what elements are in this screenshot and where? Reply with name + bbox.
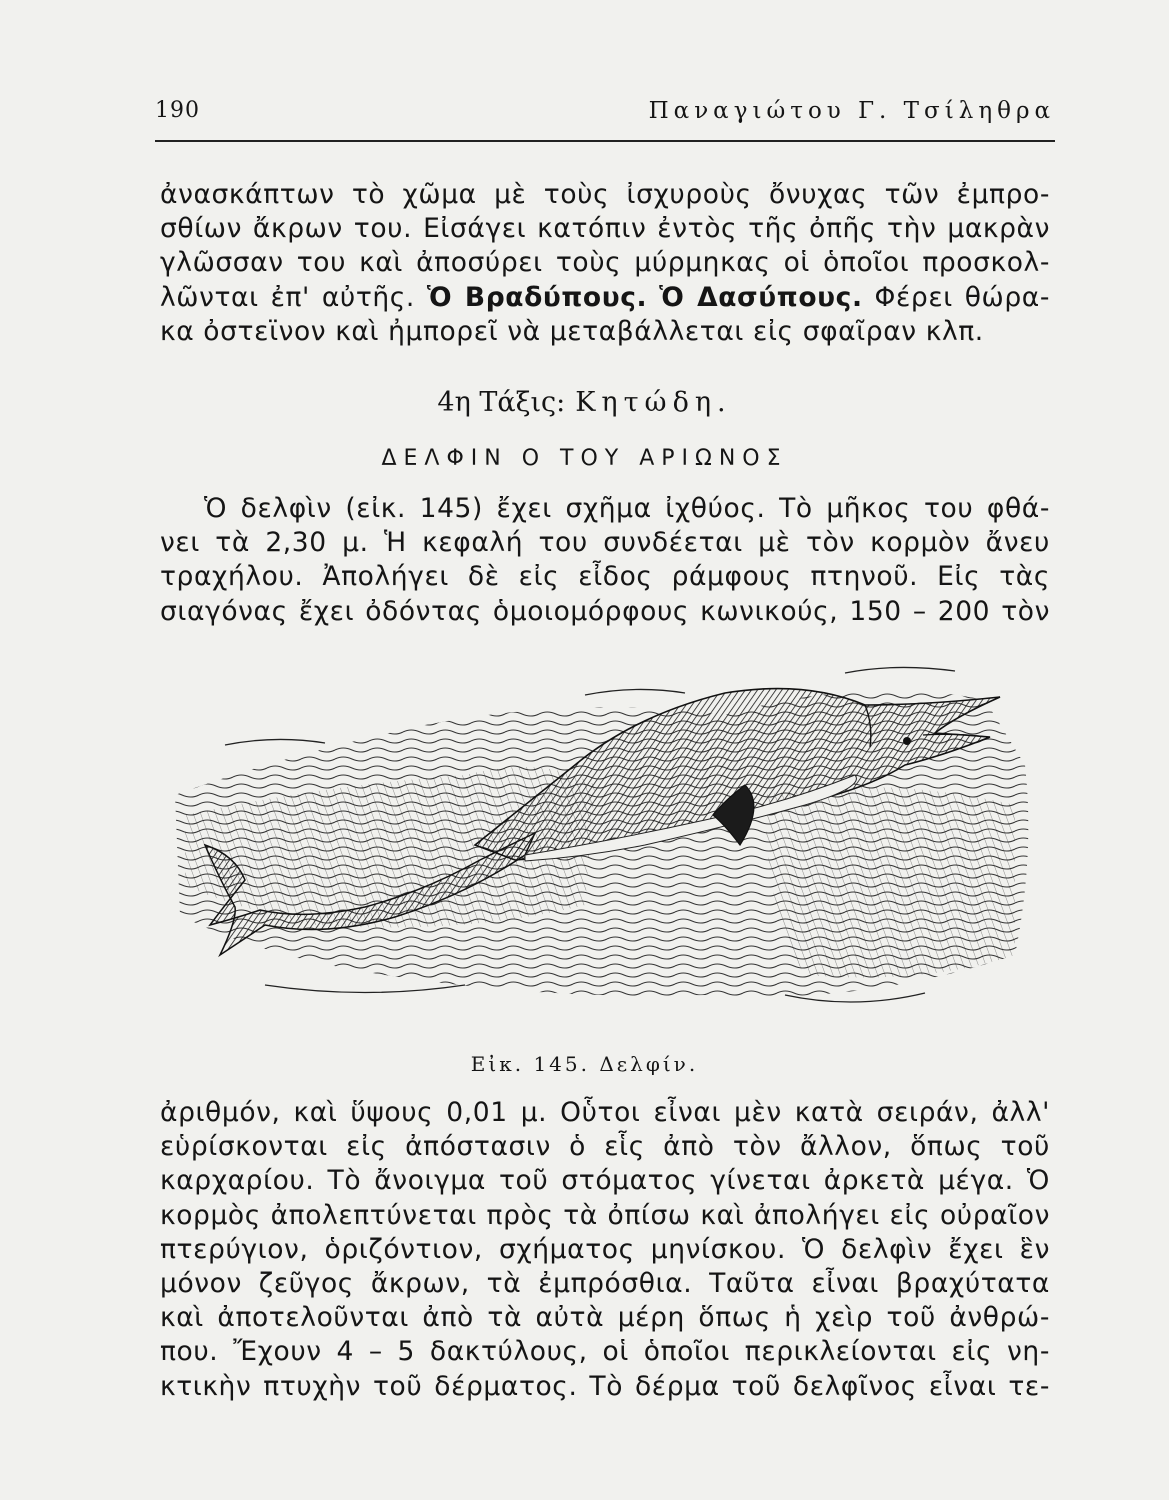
text-line: εὑρίσκονται εἰς ἀπόστασιν ὁ εἷς ἀπὸ τὸν ἄλλον, ὅπως τοῦ bbox=[160, 1131, 1050, 1163]
text-span: Φέρει θώρα- bbox=[862, 281, 1050, 313]
text-line: σθίων ἄκρων του. Εἰσάγει κατόπιν ἐντὸς τῆς ὀπῆς τὴν μακρὰν bbox=[160, 213, 1050, 245]
figure-caption: Εἰκ. 145. Δελφίν. bbox=[470, 1052, 699, 1076]
order-label: 4η Τάξις: bbox=[437, 387, 566, 418]
paragraph-anteaters bbox=[160, 178, 1050, 349]
genus-dasypus: Ὁ Δασύπους. bbox=[659, 281, 863, 313]
text-line: τραχήλου. Ἀπολήγει δὲ εἰς εἶδος ράμφους πτηνοῦ. Εἰς τὰς bbox=[160, 561, 1050, 593]
text-line: καρχαρίου. Τὸ ἄνοιγμα τοῦ στόματος γίνεται ἀρκετὰ μέγα. Ὁ bbox=[160, 1165, 1050, 1197]
order-name: Κητώδη. bbox=[575, 387, 732, 418]
paragraph-dolphin-anatomy bbox=[160, 1096, 1050, 1404]
text-line: πτερύγιον, ὁριζόντιον, σχήματος μηνίσκου. Ὁ δελφὶν ἔχει ἓν bbox=[160, 1233, 1050, 1265]
text-line: ἀνασκάπτων τὸ χῶμα μὲ τοὺς ἰσχυροὺς ὄνυχας τῶν ἐμπρο- bbox=[160, 179, 1050, 210]
text-line: καὶ ἀποτελοῦνται ἀπὸ τὰ αὐτὰ μέρη ὅπως ἡ χεὶρ τοῦ ἀνθρώ- bbox=[160, 1302, 1050, 1334]
header-rule bbox=[155, 140, 1055, 142]
text-line: γλῶσσαν του καὶ ἀποσύρει τοὺς μύρμηκας οἱ ὁποῖοι προσκολ- bbox=[160, 247, 1050, 279]
genus-bradypus: Ὁ Βραδύπους. bbox=[426, 281, 648, 313]
subheading: ΔΕΛΦΙΝ Ο ΤΟΥ ΑΡΙΩΝΟΣ bbox=[381, 446, 788, 471]
text-line: κα ὀστεϊνον καὶ ἠμπορεῖ νὰ μεταβάλλεται εἰς σφαῖραν κλπ. bbox=[160, 315, 984, 347]
dolphin-illustration bbox=[165, 655, 1045, 1040]
text-line: σιαγόνας ἔχει ὀδόντας ὁμοιομόρφους κωνικούς, 150 – 200 τὸν bbox=[160, 595, 1050, 627]
wave-stroke bbox=[845, 667, 955, 673]
paragraph-dolphin-intro bbox=[160, 492, 1050, 629]
text-line: μόνον ζεῦγος ἄκρων, τὰ ἐμπρόσθια. Ταῦτα εἶναι βραχύτατα bbox=[160, 1267, 1050, 1299]
section-heading bbox=[0, 387, 1169, 418]
text-line: που. Ἔχουν 4 – 5 δακτύλους, οἱ ὁποῖοι περικλείονται εἰς νη- bbox=[160, 1336, 1050, 1368]
dolphin-eye bbox=[903, 737, 911, 745]
page-number: 190 bbox=[155, 98, 200, 123]
text-line: κτικὴν πτυχὴν τοῦ δέρματος. Τὸ δέρμα τοῦ δελφῖνος εἶναι τε- bbox=[160, 1370, 1050, 1402]
text-line bbox=[160, 281, 1050, 315]
text-span bbox=[647, 282, 659, 313]
wave-stroke bbox=[265, 985, 465, 993]
wave-stroke bbox=[585, 689, 685, 695]
running-head bbox=[155, 98, 1055, 138]
text-line: κορμὸς ἀπολεπτύνεται πρὸς τὰ ὀπίσω καὶ ἀπολήγει εἰς οὐραῖον bbox=[160, 1199, 1050, 1231]
text-line: ἀριθμόν, καὶ ὕψους 0,01 μ. Οὗτοι εἶναι μὲν κατὰ σειράν, ἀλλ' bbox=[160, 1097, 1050, 1128]
running-title: Παναγιώτου Γ. Τσίληθρα bbox=[648, 98, 1055, 124]
text-span: λῶνται ἐπ' αὐτῆς. bbox=[160, 281, 427, 313]
sea-shading bbox=[765, 787, 1015, 978]
wave-stroke bbox=[225, 739, 325, 745]
text-line: Ὁ δελφὶν (εἰκ. 145) ἔχει σχῆμα ἰχθύος. Τὸ μῆκος του φθά- bbox=[204, 493, 1050, 524]
text-line: νει τὰ 2,30 μ. Ἡ κεφαλή του συνδέεται μὲ τὸν κορμὸν ἄνευ bbox=[160, 527, 1050, 559]
